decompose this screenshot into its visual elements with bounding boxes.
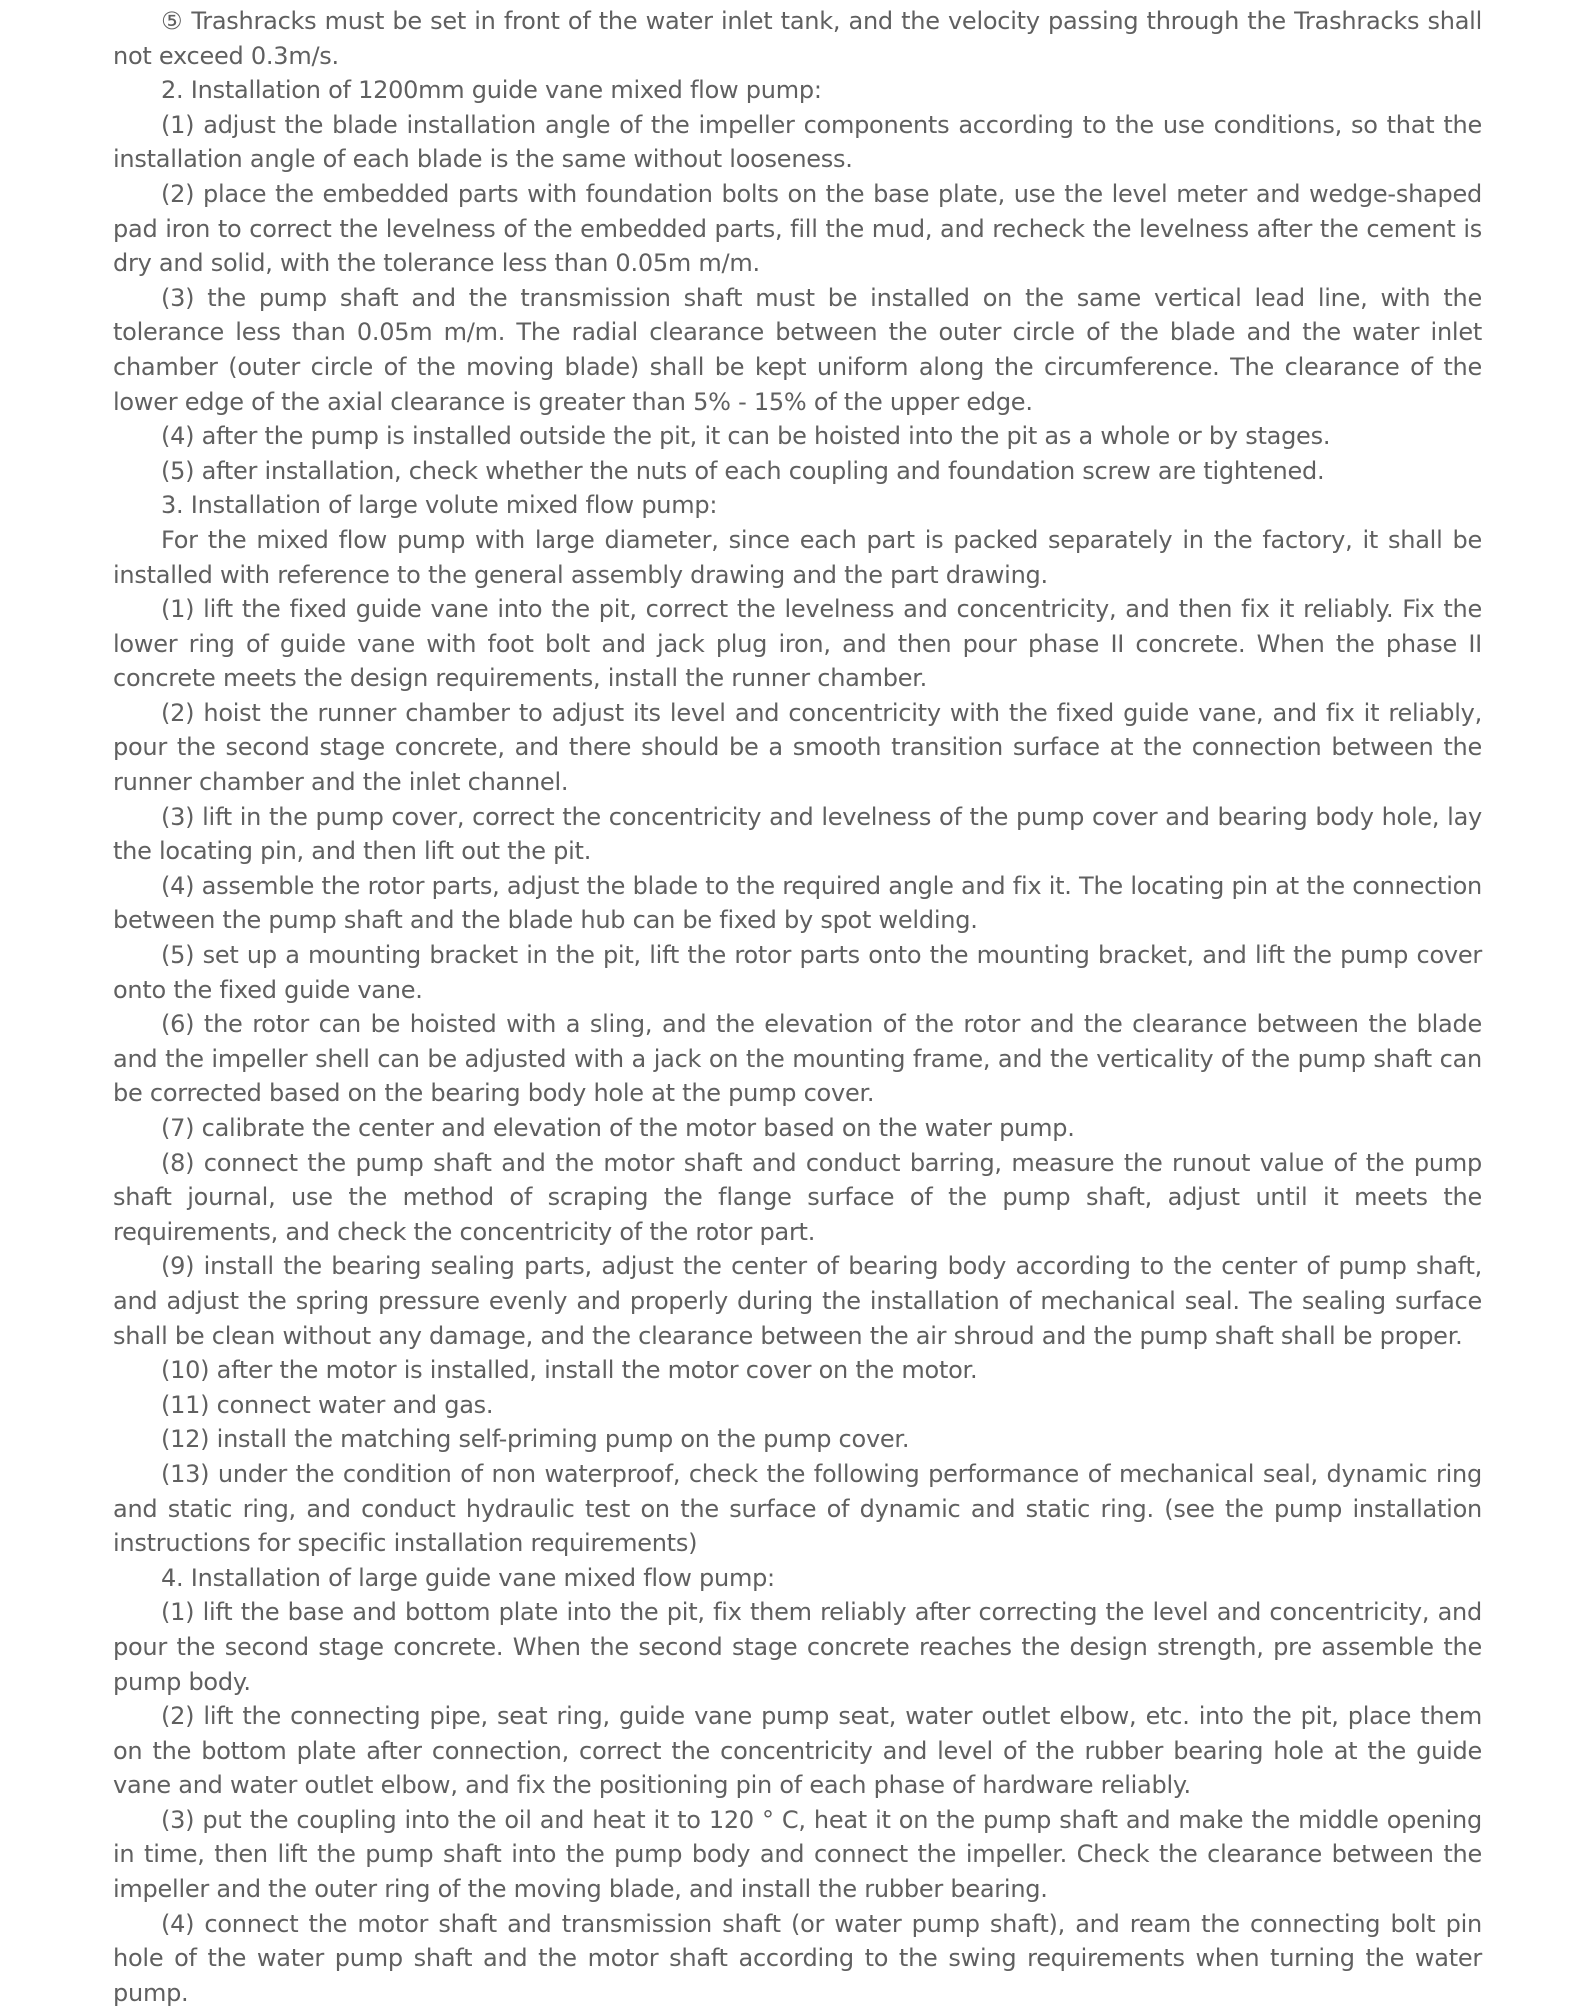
document-body xyxy=(113,4,1482,2010)
paragraph-step: (10) after the motor is installed, install the motor cover on the motor. xyxy=(161,1356,978,1385)
paragraph-step: (4) assemble the rotor parts, adjust the blade to the required angle and fix it. The locating pin at the connection between the pump shaft and the blade hub can be fixed by spot welding. xyxy=(113,871,1482,935)
paragraph-step: (3) put the coupling into the oil and heat it to 120 ° C, heat it on the pump shaft and make the middle opening in time, then lift the pump shaft into the pump body and connect the impeller. Check the clearance between the impeller and the outer ring of the moving blade, and install the rubber bearing. xyxy=(113,1805,1482,1904)
paragraph-intro: For the mixed flow pump with large diameter, since each part is packed separately in the factory, it shall be installed with reference to the general assembly drawing and the part drawing. xyxy=(113,525,1482,589)
paragraph-step: (12) install the matching self-priming pump on the pump cover. xyxy=(161,1425,910,1454)
paragraph-step: (1) adjust the blade installation angle of the impeller components according to the use conditions, so that the installation angle of each blade is the same without looseness. xyxy=(113,110,1482,174)
paragraph-step: (2) place the embedded parts with foundation bolts on the base plate, use the level meter and wedge-shaped pad iron to correct the levelness of the embedded parts, fill the mud, and recheck the levelness after the cement is dry and solid, with the tolerance less than 0.05m m/m. xyxy=(113,179,1482,278)
paragraph-step: (3) lift in the pump cover, correct the concentricity and levelness of the pump cover and bearing body hole, lay the locating pin, and then lift out the pit. xyxy=(113,802,1482,866)
paragraph-step: (1) lift the fixed guide vane into the pit, correct the levelness and concentricity, and then fix it reliably. Fix the lower ring of guide vane with foot bolt and jack plug iron, and then pour phase II concrete. When the phase II concrete meets the design requirements, install the runner chamber. xyxy=(113,595,1482,693)
paragraph-step: (4) connect the motor shaft and transmission shaft (or water pump shaft), and ream the connecting bolt pin hole of the water pump shaft and the motor shaft according to the swing requirements when turning the water pump. xyxy=(113,1909,1482,2007)
paragraph-step: (5) after installation, check whether the nuts of each coupling and foundation screw are tightened. xyxy=(161,456,1325,485)
paragraph-step: (5) set up a mounting bracket in the pit, lift the rotor parts onto the mounting bracket, and lift the pump cover onto the fixed guide vane. xyxy=(113,941,1482,1004)
paragraph-step: (2) hoist the runner chamber to adjust its level and concentricity with the fixed guide vane, and fix it reliably, pour the second stage concrete, and there should be a smooth transition surface at the connection between the runner chamber and the inlet channel. xyxy=(113,698,1482,797)
paragraph-step: (11) connect water and gas. xyxy=(161,1390,494,1419)
paragraph-step: (13) under the condition of non waterproof, check the following performance of mechanical seal, dynamic ring and static ring, and conduct hydraulic test on the surface of dynamic and static ring. (see the pump installation instructions for specific installation requirements) xyxy=(113,1459,1482,1558)
paragraph-step: (9) install the bearing sealing parts, adjust the center of bearing body according to the center of pump shaft, and adjust the spring pressure evenly and properly during the installation of mechanical seal. The sealing surface shall be clean without any damage, and the clearance between the air shroud and the pump shaft shall be proper. xyxy=(113,1252,1482,1350)
paragraph-step: (2) lift the connecting pipe, seat ring, guide vane pump seat, water outlet elbow, etc. into the pit, place them on the bottom plate after connection, correct the concentricity and level of the rubber bearing hole at the guide vane and water outlet elbow, and fix the positioning pin of each phase of hardware reliably. xyxy=(113,1702,1482,1800)
heading-section-4: 4. Installation of large guide vane mixed flow pump: xyxy=(161,1563,775,1592)
paragraph-step: (1) lift the base and bottom plate into the pit, fix them reliably after correcting the level and concentricity, and pour the second stage concrete. When the second stage concrete reaches the design strength, pre assemble the pump body. xyxy=(113,1598,1482,1696)
paragraph-step: (4) after the pump is installed outside the pit, it can be hoisted into the pit as a whole or by stages. xyxy=(161,422,1331,451)
paragraph-step: (6) the rotor can be hoisted with a sling, and the elevation of the rotor and the clearance between the blade and the impeller shell can be adjusted with a jack on the mounting frame, and the verticality of the pump shaft can be corrected based on the bearing body hole at the pump cover. xyxy=(113,1010,1482,1108)
heading-section-2: 2. Installation of 1200mm guide vane mixed flow pump: xyxy=(161,76,822,105)
paragraph-step: (3) the pump shaft and the transmission shaft must be installed on the same vertical lead line, with the tolerance less than 0.05m m/m. The radial clearance between the outer circle of the blade and the water inlet chamber (outer circle of the moving blade) shall be kept uniform along the circumference. The clearance of the lower edge of the axial clearance is greater than 5% - 15% of the upper edge. xyxy=(113,283,1482,416)
paragraph-trashracks: ⑤ Trashracks must be set in front of the water inlet tank, and the velocity passing through the Trashracks shall not exceed 0.3m/s. xyxy=(113,7,1482,70)
heading-section-3: 3. Installation of large volute mixed flow pump: xyxy=(161,491,718,520)
paragraph-step: (7) calibrate the center and elevation of the motor based on the water pump. xyxy=(161,1114,1075,1142)
paragraph-step: (8) connect the pump shaft and the motor shaft and conduct barring, measure the runout value of the pump shaft journal, use the method of scraping the flange surface of the pump shaft, adjust until it meets the requirements, and check the concentricity of the rotor part. xyxy=(113,1148,1482,1246)
